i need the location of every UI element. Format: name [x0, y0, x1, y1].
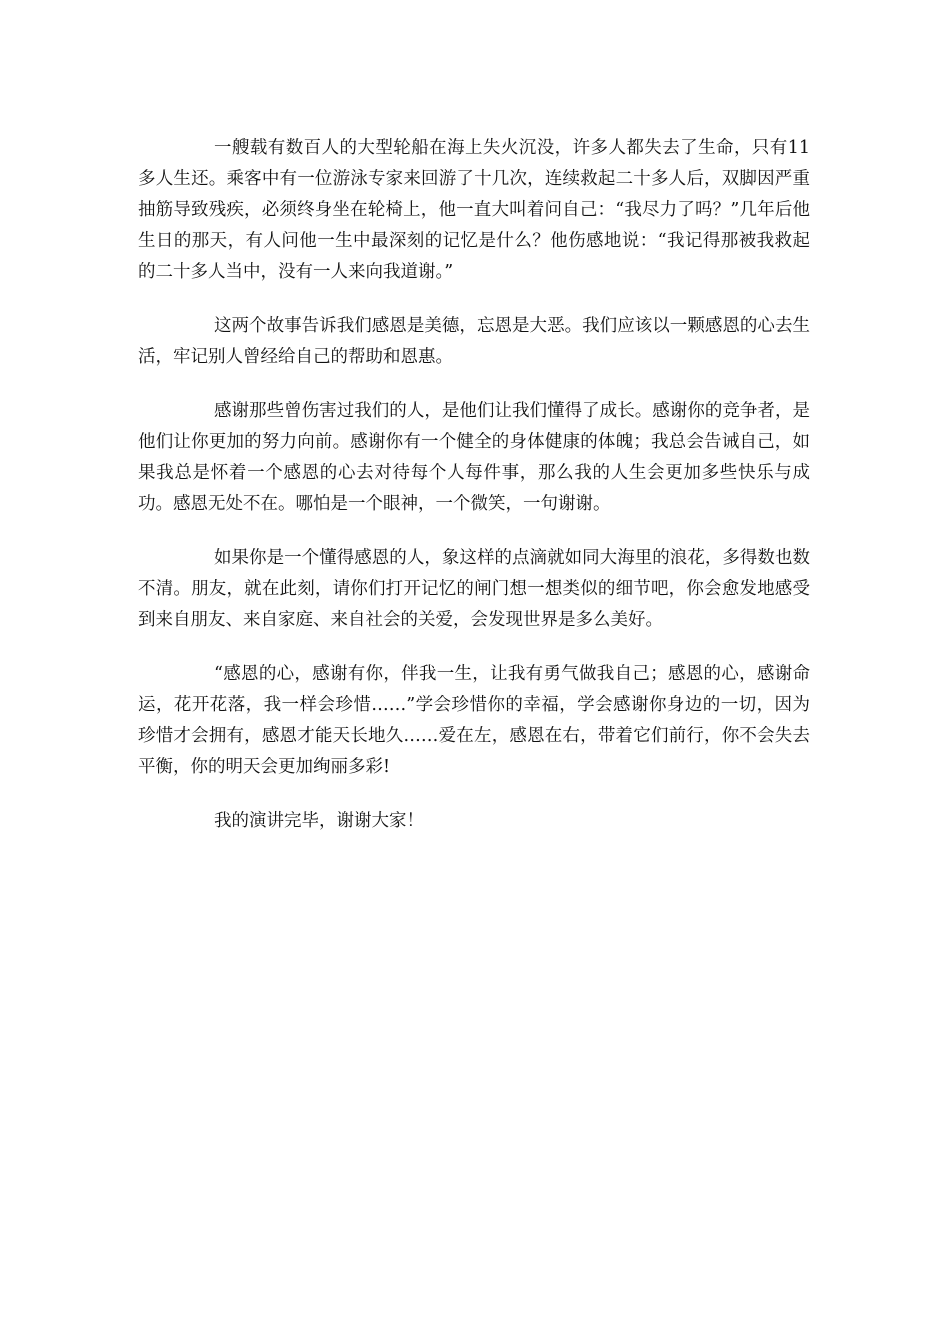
speech-body: [138, 133, 810, 837]
paragraph-thanks-growth: 感谢那些曾伤害过我们的人，是他们让我们懂得了成长。感谢你的竞争者，是他们让你更加的努力向前。感谢你有一个健全的身体健康的体魄；我总会告诫自己，如果我总是怀着一个感恩的心去对待每个人每件事，那么我的人生会更加多些快乐与成功。感恩无处不在。哪怕是一个眼神，一个微笑，一句谢谢。: [138, 401, 810, 514]
paragraph-closing: 我的演讲完毕，谢谢大家！: [214, 811, 424, 831]
paragraph-gratitude-virtue: 这两个故事告诉我们感恩是美德，忘恩是大恶。我们应该以一颗感恩的心去生活，牢记别人曾经给自己的帮助和恩惠。: [138, 316, 810, 367]
paragraph-grateful-person: 如果你是一个懂得感恩的人，象这样的点滴就如同大海里的浪花，多得数也数不清。朋友，就在此刻，请你们打开记忆的闸门想一想类似的细节吧，你会愈发地感受到来自朋友、来自家庭、来自社会的关爱，会发现世界是多么美好。: [138, 548, 810, 630]
paragraph-rescue-story: 一艘载有数百人的大型轮船在海上失火沉没，许多人都失去了生命，只有11多人生还。乘客中有一位游泳专家来回游了十几次，连续救起二十多人后，双脚因严重抽筋导致残疾，必须终身坐在轮椅上，他一直大叫着问自己：“我尽力了吗？”几年后他生日的那天，有人问他一生中最深刻的记忆是什么？他伤感地说：“我记得那被我救起的二十多人当中，没有一人来向我道谢。”: [138, 138, 810, 282]
paragraph-grateful-heart-song: “感恩的心，感谢有你，伴我一生，让我有勇气做我自己；感恩的心，感谢命运，花开花落，我一样会珍惜……”学会珍惜你的幸福，学会感谢你身边的一切，因为珍惜才会拥有，感恩才能天长地久……爱在左，感恩在右，带着它们前行，你不会失去平衡，你的明天会更加绚丽多彩!: [138, 664, 810, 777]
